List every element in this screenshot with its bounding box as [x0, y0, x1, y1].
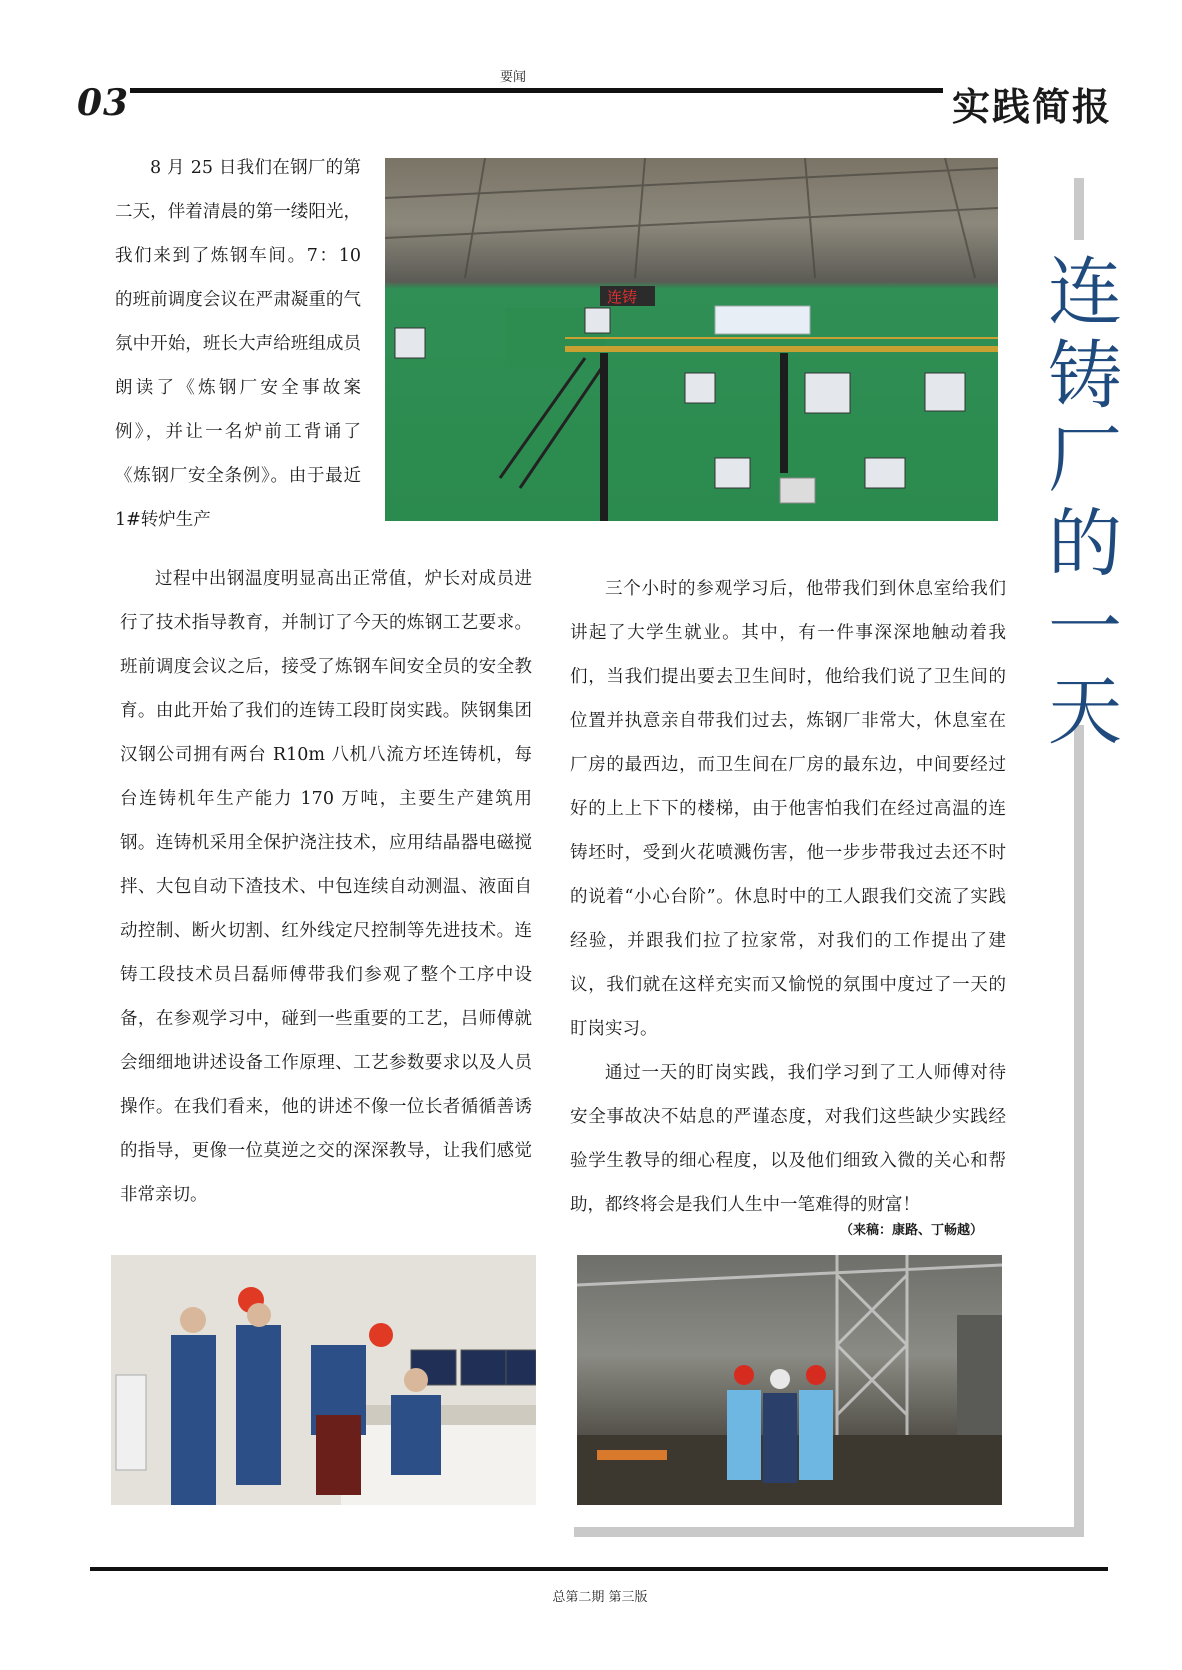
article-paragraph-right-2: 通过一天的盯岗实践，我们学习到了工人师傅对待安全事故决不姑息的严谨态度，对我们这些缺少实践经验学生教导的细心程度，以及他们细致入微的关心和帮助，都终将会是我们人生中一笔难得的财富！	[570, 1063, 1006, 1215]
article-credit: （来稿：康路、丁畅越）	[840, 1223, 984, 1238]
title-char: 厂	[1048, 417, 1122, 503]
header-rule	[130, 88, 943, 93]
vertical-article-title	[1040, 250, 1130, 754]
section-label: 要闻	[500, 70, 527, 85]
decorative-bar-vertical	[1074, 725, 1084, 1537]
decorative-bar-horizontal	[574, 1527, 1084, 1537]
page-number: 03	[77, 82, 130, 124]
article-paragraph-right-1: 三个小时的参观学习后，他带我们到休息室给我们讲起了大学生就业。其中，有一件事深深地触动着我们，当我们提出要去卫生间时，他给我们说了卫生间的位置并执意亲自带我们过去，炼钢厂非常大，休息室在厂房的最西边，而卫生间在厂房的最东边，中间要经过好的上上下下的楼梯，由于他害怕我们在经过高温的连铸坯时，受到火花喷溅伤害，他一步步带我过去还不时的说着“小心台阶”。休息时中的工人跟我们交流了实践经验，并跟我们拉了拉家常，对我们的工作提出了建议，我们就在这样充实而又愉悦的氛围中度过了一天的盯岗实习。	[570, 579, 1006, 1039]
title-char: 铸	[1048, 333, 1122, 419]
workers-group-photo	[577, 1255, 1002, 1505]
title-char: 天	[1048, 669, 1122, 755]
issue-info: 总第二期 第三版	[552, 1590, 648, 1605]
title-char: 连	[1048, 249, 1122, 335]
control-room-photo	[111, 1255, 536, 1505]
decorative-bar-top	[1074, 178, 1084, 240]
article-right-column	[570, 567, 1006, 1227]
steel-workshop-photo	[385, 158, 998, 521]
title-char: 一	[1048, 585, 1122, 671]
publication-title: 实践简报	[952, 84, 1113, 129]
article-paragraph-intro: 8 月 25 日我们在钢厂的第二天，伴着清晨的第一缕阳光，我们来到了炼钢车间。7：10 的班前调度会议在严肃凝重的气氛中开始，班长大声给班组成员朗读了《炼钢厂安全事故案例》，并让一名炉前工背诵了《炼钢厂安全条例》。由于最近 1#转炉生产	[115, 158, 361, 530]
photo-sign-text: 连铸	[607, 288, 638, 306]
footer-rule	[90, 1567, 1108, 1571]
title-char: 的	[1048, 501, 1122, 587]
article-paragraph-left: 过程中出钢温度明显高出正常值，炉长对成员进行了技术指导教育，并制订了今天的炼钢工艺要求。班前调度会议之后，接受了炼钢车间安全员的安全教育。由此开始了我们的连铸工段盯岗实践。陕钢集团汉钢公司拥有两台 R10m 八机八流方坯连铸机，每台连铸机年生产能力 170 万吨，主要生产建筑用钢。连铸机采用全保护浇注技术，应用结晶器电磁搅拌、大包自动下渣技术、中包连续自动测温、液面自动控制、断火切割、红外线定尺控制等先进技术。连铸工段技术员吕磊师傅带我们参观了整个工序中设备，在参观学习中，碰到一些重要的工艺，吕师傅就会细细地讲述设备工作原理、工艺参数要求以及人员操作。在我们看来，他的讲述不像一位长者循循善诱的指导，更像一位莫逆之交的深深教导，让我们感觉非常亲切。	[120, 569, 532, 1205]
